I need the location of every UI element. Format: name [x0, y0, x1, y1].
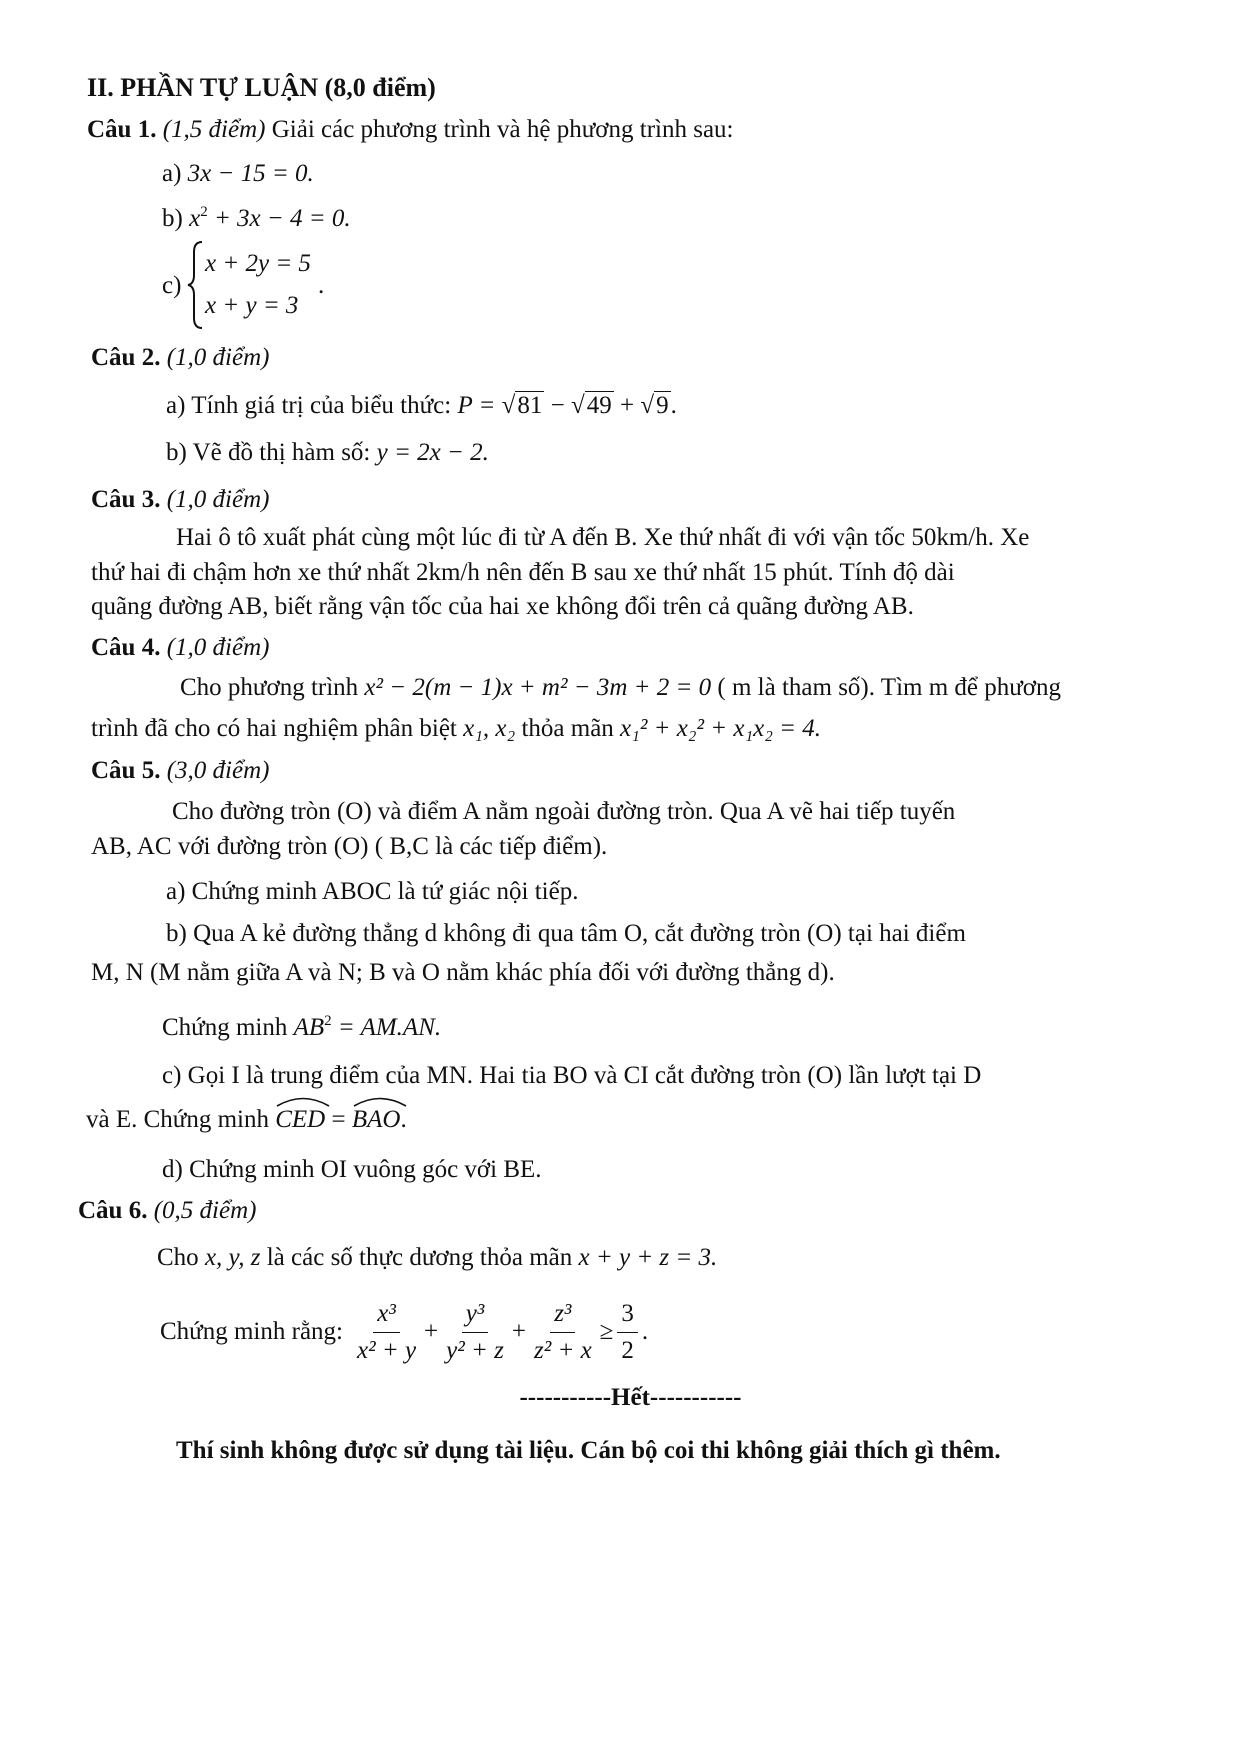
period: . — [670, 392, 677, 419]
system-brace — [186, 240, 206, 330]
question-5d: d) Chứng minh OI vuông góc với BE. — [162, 1156, 542, 1183]
question-1b — [162, 203, 351, 235]
question-6-text-a: Cho — [157, 1244, 199, 1271]
question-6-label: Câu 6. — [78, 1197, 148, 1224]
angle-bao — [352, 1104, 401, 1136]
question-5b-line-2: M, N (M nằm giữa A và N; B và O nằm khác phía đối với đường thẳng d). — [91, 959, 835, 986]
end-mark: -----------Hết----------- — [519, 1384, 742, 1411]
question-4-header — [91, 632, 269, 664]
question-1a-label: a) — [162, 160, 182, 187]
question-4-text-b: ( m là tham số). Tìm m để phương — [717, 674, 1062, 701]
question-2b-text: b) Vẽ đồ thị hàm số: — [166, 439, 371, 466]
question-4-condition: x₁² + x₂² + x₁x₂ = 4. — [620, 715, 822, 742]
fraction-1 — [353, 1299, 420, 1366]
question-1c-label: c) — [162, 272, 182, 299]
question-3-points: (1,0 điểm) — [166, 486, 270, 513]
question-5b-line-1: b) Qua A kẻ đường thẳng d không đi qua tâm O, cắt đường tròn (O) tại hai điểm — [166, 920, 966, 947]
angle-ced-label: CED — [275, 1106, 326, 1133]
question-1-header — [87, 114, 734, 146]
question-2a — [166, 390, 677, 422]
question-2b-function: y = 2x − 2. — [376, 439, 489, 466]
question-5a: a) Chứng minh ABOC là tứ giác nội tiếp. — [166, 878, 579, 905]
question-4-text-c: trình đã cho có hai nghiệm phân biệt — [91, 715, 457, 742]
minus-sign: − — [550, 392, 565, 419]
question-2-header — [91, 342, 269, 374]
question-5-points: (3,0 điểm) — [166, 757, 270, 784]
fraction-1-denominator: x² + y — [356, 1336, 417, 1364]
question-1a — [162, 158, 314, 190]
question-6-vars: x, y, z — [204, 1244, 261, 1271]
question-5b-line-3 — [162, 1012, 441, 1044]
question-4-line-1 — [180, 672, 1061, 704]
question-4-text-a: Cho phương trình — [180, 674, 359, 701]
question-5-header — [91, 755, 269, 787]
question-4-points: (1,0 điểm) — [166, 634, 270, 661]
angle-ced — [275, 1104, 325, 1136]
question-6-points: (0,5 điểm) — [153, 1197, 257, 1224]
fraction-3-denominator: z² + x — [533, 1336, 592, 1364]
sqrt-81: √81 — [501, 392, 543, 419]
question-5b-exponent: 2 — [324, 1013, 332, 1029]
plus-sign: + — [511, 1318, 526, 1345]
fraction-2-denominator: y² + z — [446, 1336, 504, 1364]
question-4-line-2 — [91, 713, 821, 745]
question-6-inequality — [160, 1292, 648, 1372]
question-6-line-1 — [157, 1242, 717, 1274]
question-6-condition: x + y + z = 3. — [578, 1244, 718, 1271]
system-equation-2: x + y = 3 — [205, 292, 299, 319]
question-4-text-d: thỏa mãn — [521, 715, 614, 742]
question-4-roots: x₁, x₂ — [463, 715, 516, 742]
period: . — [400, 1106, 407, 1133]
question-3-label: Câu 3. — [91, 486, 161, 513]
question-3-header — [91, 484, 269, 516]
question-5c-line-2 — [86, 1104, 407, 1136]
section-title: II. PHẦN TỰ LUẬN (8,0 điểm) — [87, 73, 436, 102]
question-5-line-2: AB, AC với đường tròn (O) ( B,C là các tiếp điểm). — [91, 833, 608, 860]
fraction-1-numerator: x³ — [373, 1299, 400, 1333]
question-6-header — [78, 1195, 256, 1227]
fraction-3 — [530, 1299, 596, 1366]
question-1b-exponent: 2 — [200, 204, 208, 220]
question-3-line-3: quãng đường AB, biết rằng vận tốc của hai xe không đổi trên cả quãng đường AB. — [91, 593, 914, 620]
angle-bao-label: BAO — [351, 1106, 401, 1133]
system-equation-1: x + 2y = 5 — [205, 250, 311, 277]
question-1b-label: b) — [162, 205, 183, 232]
fraction-3-numerator: z³ — [550, 1299, 575, 1333]
fraction-rhs — [617, 1299, 638, 1366]
question-3-line-2: thứ hai đi chậm hơn xe thứ nhất 2km/h nên đến B sau xe thứ nhất 15 phút. Tính độ dài — [91, 559, 955, 586]
plus-sign: + — [620, 392, 635, 419]
question-4-label: Câu 4. — [91, 634, 161, 661]
question-5b-ab: AB — [293, 1014, 325, 1041]
question-1-intro: Giải các phương trình và hệ phương trình sau: — [271, 116, 734, 143]
question-1b-base: x — [189, 205, 201, 232]
question-5c-text: và E. Chứng minh — [86, 1106, 269, 1133]
question-5-label: Câu 5. — [91, 757, 161, 784]
fraction-2-numerator: y³ — [462, 1299, 489, 1333]
question-2-label: Câu 2. — [91, 344, 161, 371]
fraction-2 — [442, 1299, 508, 1366]
plus-sign: + — [424, 1318, 439, 1345]
question-1-points: (1,5 điểm) — [162, 116, 266, 143]
question-6-prove: Chứng minh rằng: — [160, 1318, 343, 1345]
question-5b-prove: Chứng minh — [162, 1014, 288, 1041]
question-2b — [166, 437, 489, 469]
question-1a-equation: 3x − 15 = 0. — [187, 160, 314, 187]
equals-sign: = — [331, 1106, 346, 1133]
question-3-line-1: Hai ô tô xuất phát cùng một lúc đi từ A đến B. Xe thứ nhất đi với vận tốc 50km/h. Xe — [176, 524, 1030, 551]
footer-note: Thí sinh không được sử dụng tài liệu. Cán bộ coi thi không giải thích gì thêm. — [176, 1437, 1001, 1464]
sqrt-49: √49 — [571, 392, 612, 419]
question-5-line-1: Cho đường tròn (O) và điểm A nằm ngoài đường tròn. Qua A vẽ hai tiếp tuyến — [172, 798, 956, 825]
question-2a-p: P = — [457, 392, 496, 419]
question-5c-line-1: c) Gọi I là trung điểm của MN. Hai tia BO và CI cắt đường tròn (O) lần lượt tại D — [162, 1062, 982, 1089]
fraction-rhs-numerator: 3 — [617, 1299, 638, 1333]
question-6-text-b: là các số thực dương thỏa mãn — [266, 1244, 573, 1271]
system-end: . — [318, 272, 325, 299]
question-2-points: (1,0 điểm) — [166, 344, 270, 371]
question-4-equation: x² − 2(m − 1)x + m² − 3m + 2 = 0 — [364, 674, 712, 701]
question-1b-rest: + 3x − 4 = 0. — [213, 205, 351, 232]
question-1-label: Câu 1. — [87, 116, 157, 143]
fraction-rhs-denominator: 2 — [621, 1336, 634, 1364]
greater-equal-sign: ≥ — [599, 1318, 614, 1345]
period: . — [641, 1318, 649, 1345]
question-2a-text: a) Tính giá trị của biểu thức: — [166, 392, 452, 419]
question-5b-rhs: = AM.AN. — [337, 1014, 442, 1041]
sqrt-9: √9 — [640, 392, 669, 419]
